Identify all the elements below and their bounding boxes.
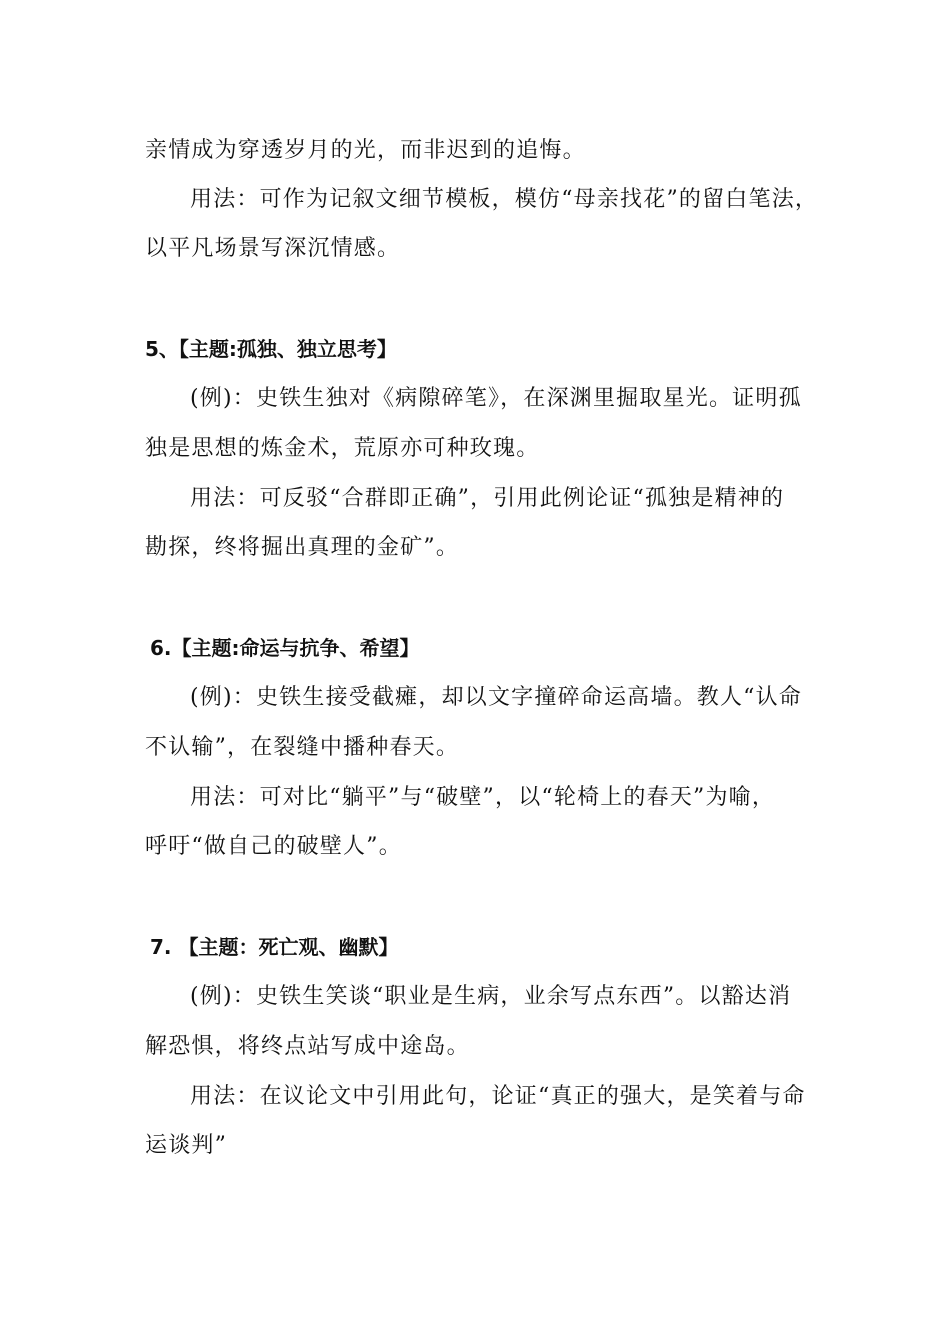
example-line: (例)：史铁生接受截瘫，却以文字撞碎命运高墙。教人“认命 <box>190 685 803 710</box>
example-line: 解恐惧，将终点站写成中途岛。 <box>145 1034 470 1059</box>
section-heading-7: 7. 【主题：死亡观、幽默】 <box>150 935 399 959</box>
usage-line: 用法：可对比“躺平”与“破壁”，以“轮椅上的春天”为喻， <box>190 785 776 810</box>
example-line: (例)：史铁生独对《病隙碎笔》，在深渊里掘取星光。证明孤 <box>190 386 802 411</box>
usage-line: 勘探，终将掘出真理的金矿”。 <box>145 535 460 560</box>
example-line: 不认输”，在裂缝中播种春天。 <box>145 735 460 760</box>
example-line: 独是思想的炼金术，荒原亦可种玫瑰。 <box>145 436 540 461</box>
usage-line: 运谈判” <box>145 1133 228 1158</box>
intro-paragraph-line: 亲情成为穿透岁月的光，而非迟到的追悔。 <box>145 138 586 163</box>
section-heading-6: 6.【主题:命运与抗争、希望】 <box>150 636 420 660</box>
intro-usage-line: 用法：可作为记叙文细节模板，模仿“母亲找花”的留白笔法， <box>190 187 819 212</box>
section-heading-5: 5、【主题:孤独、独立思考】 <box>145 337 397 361</box>
usage-line: 呼吁“做自己的破壁人”。 <box>145 834 402 859</box>
usage-line: 用法：在议论文中引用此句，论证“真正的强大，是笑着与命 <box>190 1084 806 1109</box>
usage-line: 用法：可反驳“合群即正确”，引用此例论证“孤独是精神的 <box>190 486 785 511</box>
intro-usage-line: 以平凡场景写深沉情感。 <box>145 236 401 261</box>
example-line: (例)：史铁生笑谈“职业是生病，业余写点东西”。以豁达消 <box>190 984 792 1009</box>
